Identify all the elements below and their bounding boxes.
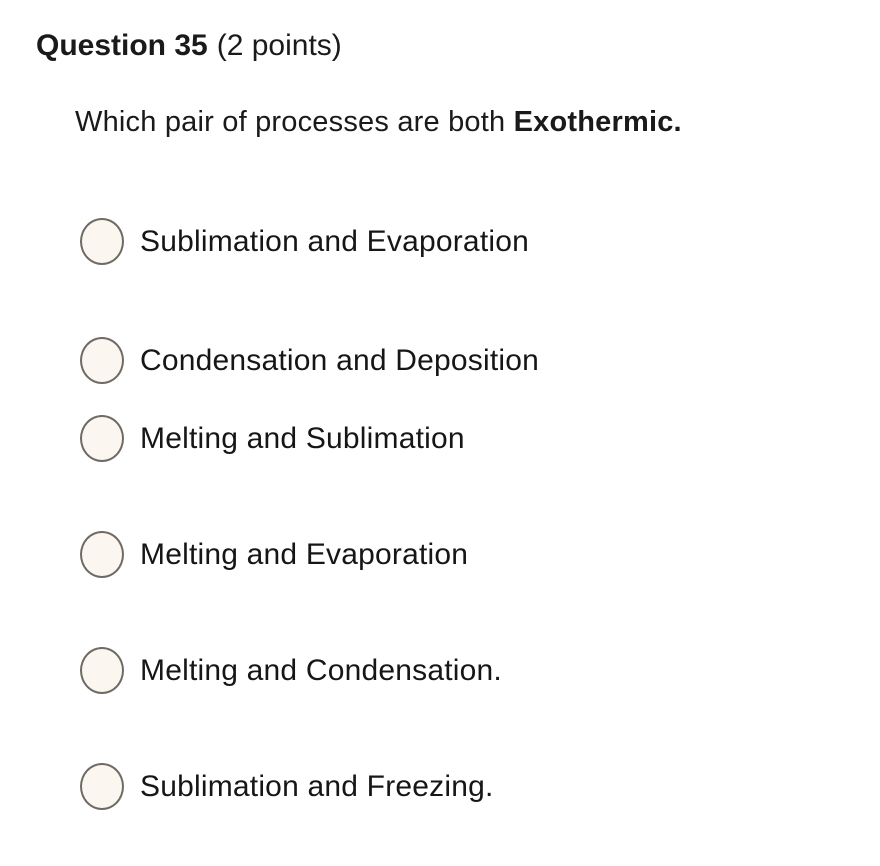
answer-options-list	[80, 218, 840, 810]
radio-button[interactable]	[80, 647, 124, 694]
answer-option-2[interactable]	[80, 337, 840, 384]
answer-option-5[interactable]	[80, 647, 840, 694]
question-prompt	[75, 104, 682, 140]
question-number: Question 35	[36, 29, 208, 62]
option-label[interactable]: Melting and Condensation.	[140, 653, 502, 687]
option-label[interactable]: Melting and Evaporation	[140, 537, 469, 571]
radio-button[interactable]	[80, 337, 124, 384]
answer-option-6[interactable]	[80, 763, 840, 810]
radio-button[interactable]	[80, 763, 124, 810]
question-header	[36, 28, 342, 64]
question-points: (2 points)	[216, 29, 342, 62]
answer-option-4[interactable]	[80, 531, 840, 578]
option-label[interactable]: Melting and Sublimation	[140, 421, 465, 455]
radio-button[interactable]	[80, 531, 124, 578]
option-label[interactable]: Sublimation and Evaporation	[140, 224, 529, 258]
answer-option-1[interactable]	[80, 218, 840, 265]
question-prompt-text: Which pair of processes are both	[75, 106, 514, 138]
option-label[interactable]: Condensation and Deposition	[140, 343, 540, 377]
answer-option-3[interactable]	[80, 415, 840, 462]
radio-button[interactable]	[80, 415, 124, 462]
option-label[interactable]: Sublimation and Freezing.	[140, 769, 494, 803]
radio-button[interactable]	[80, 218, 124, 265]
question-prompt-keyword: Exothermic.	[513, 106, 682, 138]
